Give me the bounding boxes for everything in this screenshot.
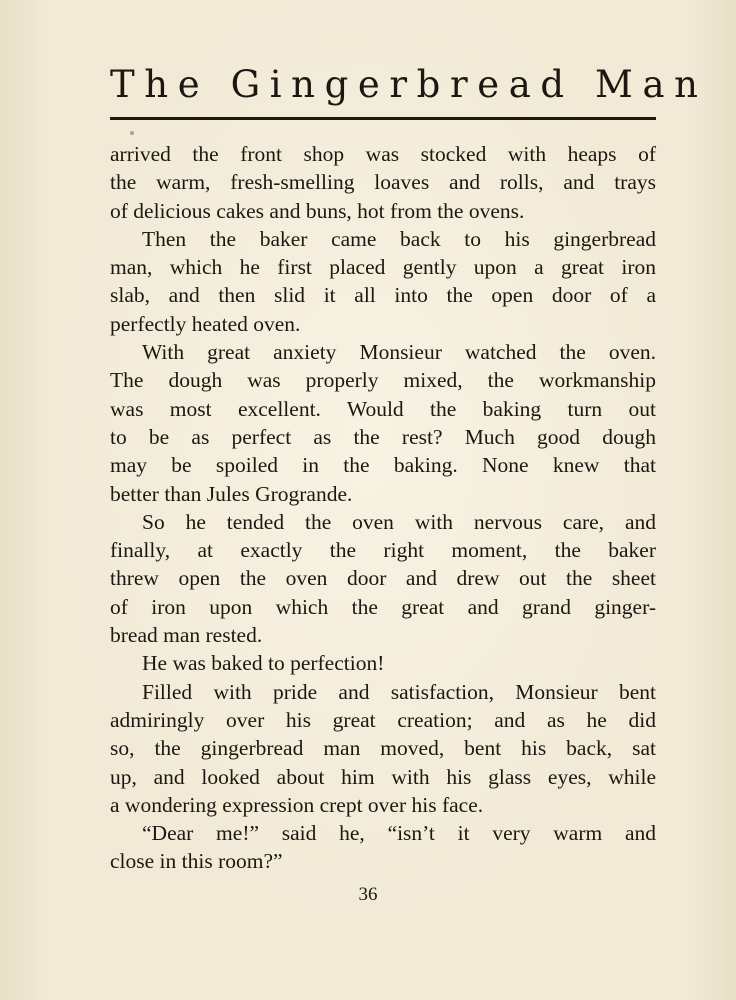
text-line: close in this room?” <box>110 849 283 874</box>
text-line: so, the gingerbread man moved, bent his back, sat <box>110 736 656 761</box>
paragraph <box>110 508 656 649</box>
text-line: arrived the front shop was stocked with heaps of <box>110 142 656 166</box>
text-line: better than Jules Grogrande. <box>110 481 353 506</box>
text-line: With great anxiety Monsieur watched the oven. <box>142 340 656 365</box>
paper-speck <box>130 131 134 135</box>
paragraph <box>110 338 656 508</box>
text-line: of iron upon which the great and grand ginger- <box>110 594 656 619</box>
text-line: of delicious cakes and buns, hot from the ovens. <box>110 198 525 223</box>
text-line: threw open the oven door and drew out the sheet <box>110 566 656 591</box>
body-text <box>110 140 656 876</box>
paragraph <box>110 225 656 338</box>
text-line: He was baked to perfection! <box>142 651 385 676</box>
text-line: up, and looked about him with his glass eyes, while <box>110 764 656 789</box>
text-line: So he tended the oven with nervous care, and <box>142 509 656 534</box>
text-line: Filled with pride and satisfaction, Monsieur bent <box>142 679 656 704</box>
header-rule <box>110 117 656 120</box>
text-line: slab, and then slid it all into the open door of a <box>110 283 656 308</box>
text-line: was most excellent. Would the baking turn out <box>110 396 656 421</box>
running-head: The Gingerbread Man <box>110 63 708 106</box>
text-line: finally, at exactly the right moment, the baker <box>110 538 656 563</box>
text-line: The dough was properly mixed, the workmanship <box>110 368 656 393</box>
paragraph <box>110 819 656 876</box>
text-line: to be as perfect as the rest? Much good dough <box>110 424 656 449</box>
text-line: a wondering expression crept over his face. <box>110 792 484 817</box>
text-line: bread man rested. <box>110 623 263 648</box>
text-line: perfectly heated oven. <box>110 311 301 336</box>
page-number: 36 <box>358 884 378 905</box>
paragraph <box>110 678 656 819</box>
text-line: man, which he first placed gently upon a great iron <box>110 255 656 280</box>
text-line: “Dear me!” said he, “isn’t it very warm and <box>142 821 656 846</box>
text-line: may be spoiled in the baking. None knew that <box>110 453 656 478</box>
text-line: Then the baker came back to his gingerbread <box>142 226 656 251</box>
text-line: admiringly over his great creation; and as he did <box>110 707 656 732</box>
text-line: the warm, fresh-smelling loaves and rolls, and trays <box>110 170 656 195</box>
paragraph <box>110 140 656 225</box>
paragraph <box>110 649 656 677</box>
